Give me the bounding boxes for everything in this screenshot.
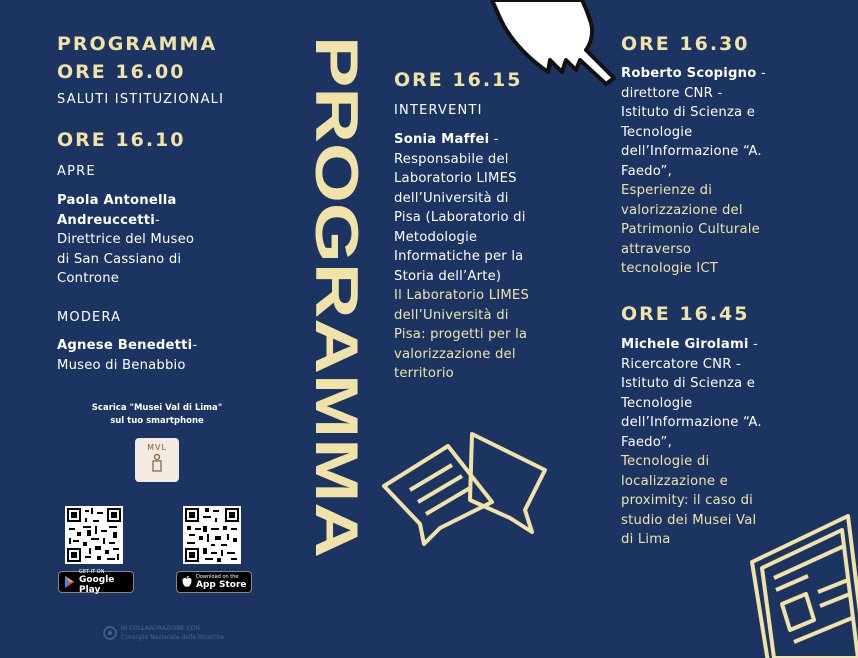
sonia-name: Sonia Maffei <box>394 132 490 147</box>
pointing-hand-icon <box>490 0 615 92</box>
michele-talk-4: studio dei Musei Val <box>621 512 757 528</box>
app-store-small: Download on the <box>196 574 239 580</box>
roberto-dash: - <box>756 66 766 81</box>
michele-role-3: Tecnologie <box>621 395 693 411</box>
paola-name-1: Paola Antonella <box>57 193 177 208</box>
footer-line-1: IN COLLABORAZIONE CON <box>121 625 200 632</box>
google-play-icon <box>64 576 75 588</box>
vertical-title-text: PROGRAMMA <box>303 36 370 443</box>
qr-code-apple[interactable] <box>183 506 241 564</box>
michele-dash: - <box>748 337 758 352</box>
apre-label: APRE <box>57 164 96 179</box>
qr-code-google[interactable] <box>65 506 123 564</box>
download-text <box>57 402 257 428</box>
roberto-role-5: Faedo”, <box>621 163 672 179</box>
time-1600: ORE 16.00 <box>57 61 186 83</box>
newspaper-icon <box>748 512 858 658</box>
michele-talk-3: proximity: il caso di <box>621 493 754 508</box>
speaker-sonia <box>394 130 574 384</box>
sonia-talk-5: territorio <box>394 366 454 381</box>
agnese-name: Agnese Benedetti <box>57 338 193 353</box>
app-store-name: App Store <box>196 580 247 590</box>
download-line-2: sul tuo smartphone <box>110 416 204 426</box>
paola-role-1: Direttrice del Museo <box>57 232 195 247</box>
modera-label: MODERA <box>57 310 122 325</box>
sonia-role-5: Metodologie <box>394 229 478 245</box>
roberto-talk-2: valorizzazione del <box>621 202 743 218</box>
michele-role-4: dell’Informazione “A. <box>621 415 762 430</box>
footer-line-2: Consiglio Nazionale delle Ricerche <box>121 634 224 641</box>
google-play-badge[interactable] <box>58 571 134 593</box>
michele-talk-1: Tecnologie di <box>621 454 710 469</box>
google-play-name: Google Play <box>79 575 115 595</box>
roberto-name: Roberto Scopigno <box>621 66 757 81</box>
time-1615: ORE 16.15 <box>394 69 523 91</box>
programma-heading: PROGRAMMA <box>57 33 218 55</box>
speaker-paola <box>57 191 277 289</box>
google-play-small: GET IT ON <box>79 569 105 575</box>
footer-credits <box>121 624 224 642</box>
paola-dash: - <box>154 212 160 228</box>
vertical-title <box>303 36 370 558</box>
roberto-talk-1: Esperienze di <box>621 183 713 198</box>
roberto-role-3: Tecnologie <box>621 124 693 140</box>
time-1610: ORE 16.10 <box>57 129 186 151</box>
sonia-role-1: Responsabile del <box>394 151 509 167</box>
sonia-role-7: Storia dell’Arte) <box>394 268 502 284</box>
interventi-label: INTERVENTI <box>394 103 483 118</box>
download-line-1: Scarica "Musei Val di Lima" <box>91 403 223 413</box>
agnese-role: Museo di Benabbio <box>57 357 186 373</box>
app-logo-text: MVL <box>147 443 167 452</box>
roberto-role-1: direttore CNR - <box>621 85 723 101</box>
sonia-role-4: Pisa (Laboratorio di <box>394 210 526 225</box>
paola-role-2: di San Cassiano di <box>57 251 182 267</box>
mvl-figure-icon <box>150 454 164 472</box>
michele-role-5: Faedo”, <box>621 434 672 450</box>
cnr-logo-icon <box>103 626 117 640</box>
agnese-dash: - <box>192 338 198 353</box>
michele-talk-5: di Lima <box>621 532 671 547</box>
saluti-label: SALUTI ISTITUZIONALI <box>57 92 225 107</box>
michele-role-2: Istituto di Scienza e <box>621 376 756 391</box>
apple-icon <box>182 576 192 588</box>
sonia-talk-4: valorizzazione del <box>394 346 516 362</box>
michele-name: Michele Girolami <box>621 337 749 352</box>
chat-bubbles-icon <box>380 428 555 548</box>
paola-name-2: Andreuccetti <box>57 212 155 228</box>
time-1645: ORE 16.45 <box>621 303 750 325</box>
sonia-role-3: dell’Università di <box>394 190 509 206</box>
roberto-role-4: dell’Informazione “A. <box>621 144 762 159</box>
speaker-roberto <box>621 64 831 279</box>
app-logo[interactable] <box>135 438 179 482</box>
speaker-agnese <box>57 336 277 375</box>
sonia-talk-2: dell’Università di <box>394 307 509 323</box>
michele-role-1: Ricercatore CNR - <box>621 356 741 372</box>
sonia-dash: - <box>489 132 499 147</box>
roberto-talk-3: Patrimonio Culturale <box>621 222 760 237</box>
michele-talk-2: localizzazione e <box>621 473 728 489</box>
sonia-role-6: Informatiche per la <box>394 249 524 264</box>
roberto-talk-4: attraverso <box>621 241 692 257</box>
time-1630: ORE 16.30 <box>621 33 750 55</box>
paola-role-3: Controne <box>57 271 120 286</box>
roberto-role-2: Istituto di Scienza e <box>621 105 756 120</box>
sonia-talk-1: Il Laboratorio LIMES <box>394 288 530 303</box>
sonia-role-2: Laboratorio LIMES <box>394 171 517 186</box>
sonia-talk-3: Pisa: progetti per la <box>394 327 528 342</box>
app-store-badge[interactable] <box>176 571 252 593</box>
roberto-talk-5: tecnologie ICT <box>621 261 718 276</box>
